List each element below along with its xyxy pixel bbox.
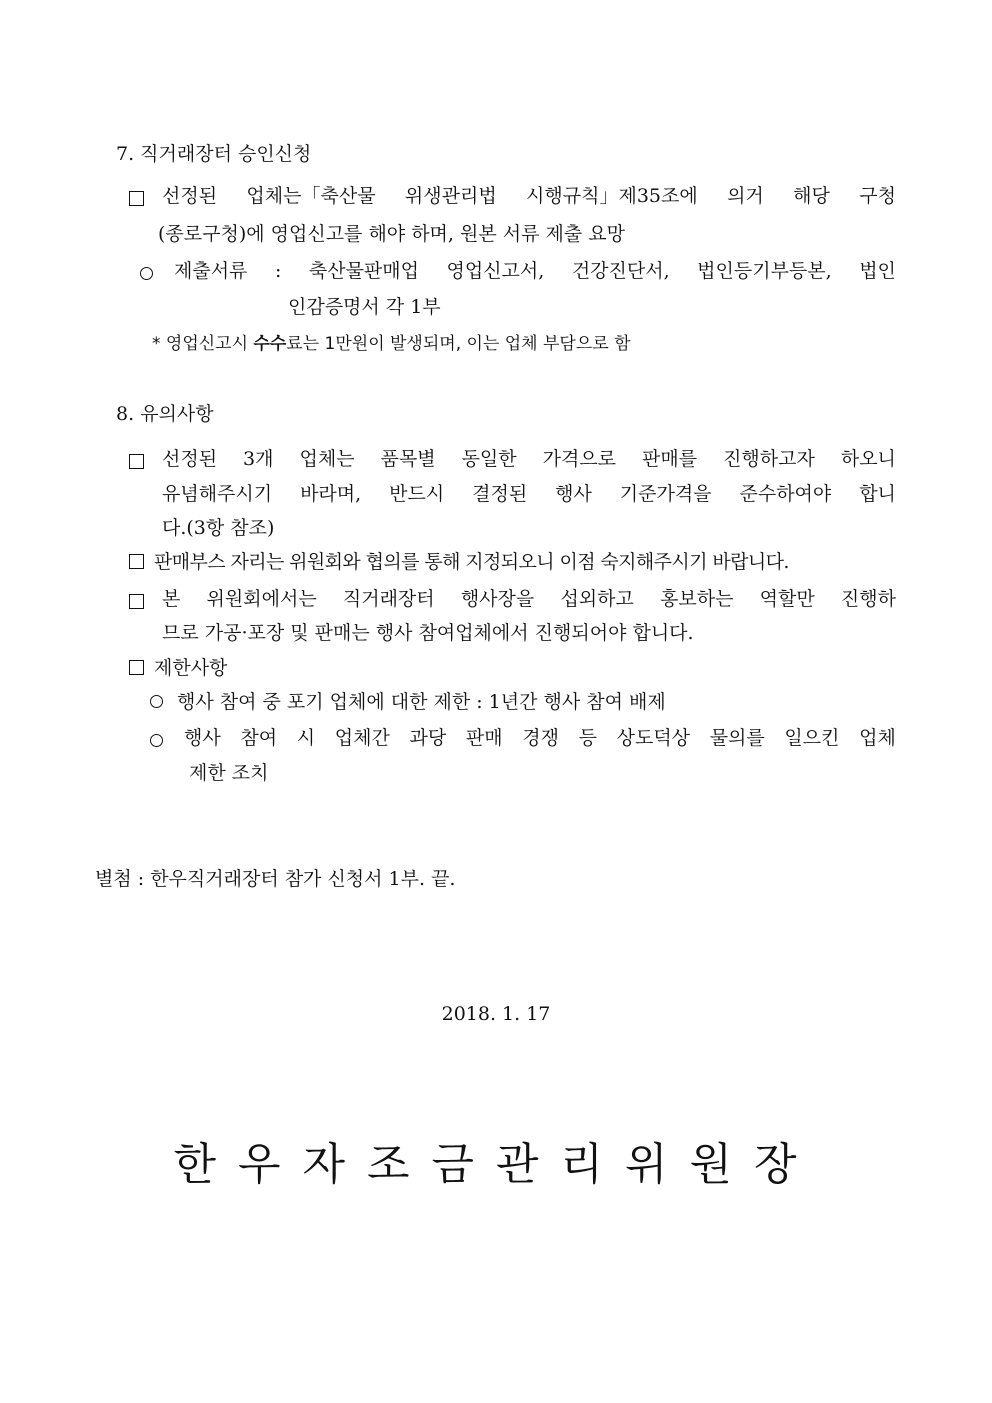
word: 건강진단서, <box>571 260 670 282</box>
word: 행사장을 <box>460 588 535 610</box>
section-7-sub-1-text <box>174 259 896 283</box>
word: : <box>274 260 282 282</box>
word: 상도덕상 <box>616 727 691 749</box>
word: 섭외하고 <box>560 588 634 610</box>
word: 물의를 <box>709 727 765 749</box>
word: 법인등기부등본, <box>697 260 832 282</box>
note-suffix: 료는 1만원이 발생되며, 이는 업체 부담으로 함 <box>286 334 631 354</box>
item-2-text: 판매부스 자리는 위원회와 협의를 통해 지정되오니 이점 숙지해주시기 바랍니다. <box>154 551 789 573</box>
section-8-item-3-text <box>162 587 896 611</box>
section-8-item-4-sub-2-bullet <box>150 729 177 753</box>
checkbox-icon <box>129 191 144 206</box>
word: 구청 <box>859 185 896 207</box>
note-bold: 수수 <box>253 334 287 354</box>
section-7-sub-1-continuation: 인감증명서 각 1부 <box>288 296 441 318</box>
document-date: 2018. 1. 17 <box>441 1003 551 1025</box>
section-8-item-3-continuation: 므로 가공·포장 및 판매는 행사 참여업체에서 진행되어야 합니다. <box>162 622 694 644</box>
circle-bullet-icon <box>150 734 163 747</box>
word: 하오니 <box>840 448 896 470</box>
word: 위생관리법 <box>404 185 497 207</box>
word: 유념해주시기 <box>162 483 273 505</box>
circle-bullet-icon <box>140 267 153 280</box>
word: 기준가격을 <box>619 483 712 505</box>
word: 역할만 <box>759 588 815 610</box>
word: 시행규칙」제35조에 <box>526 185 698 207</box>
word: 행사 <box>184 727 221 749</box>
section-7-heading: 7. 직거래장터 승인신청 <box>116 143 312 165</box>
word: 업체는 <box>299 448 355 470</box>
word: 시 <box>296 727 316 749</box>
sub-1-text: 행사 참여 중 포기 업체에 대한 제한 : 1년간 행사 참여 배제 <box>177 691 666 713</box>
word: 축산물판매업 <box>308 260 419 282</box>
item-4-text: 제한사항 <box>154 657 228 679</box>
word: 위원회에서는 <box>206 588 317 610</box>
word: 준수하여야 <box>739 483 832 505</box>
word: 선정된 <box>162 185 218 207</box>
word: 의거 <box>727 185 764 207</box>
checkbox-icon <box>129 594 144 609</box>
issuer-title: 한우자조금관리위원장 <box>173 1139 819 1190</box>
checkbox-icon <box>129 554 144 569</box>
section-8-item-4-sub-2-continuation: 제한 조치 <box>189 762 269 784</box>
section-7-sub-1-bullet <box>140 262 167 286</box>
word: 판매 <box>465 727 503 749</box>
word: 직거래장터 <box>342 588 435 610</box>
section-8-item-1-continuation <box>162 482 896 506</box>
word: 품목별 <box>380 448 436 470</box>
checkbox-icon <box>129 454 144 469</box>
word: 가격으로 <box>542 448 617 470</box>
note-prefix: * 영업신고시 <box>152 334 254 354</box>
word: 해당 <box>793 185 830 207</box>
word: 진행하 <box>840 588 896 610</box>
word: 업체 <box>859 727 896 749</box>
word: 홍보하는 <box>660 588 734 610</box>
word: 업체간 <box>334 727 390 749</box>
word: 바라며, <box>300 483 362 505</box>
word: 업체는「축산물 <box>246 185 376 207</box>
word: 참여 <box>240 727 278 749</box>
word: 제출서류 <box>174 260 248 282</box>
section-7-fee-note <box>152 332 631 356</box>
section-8-item-3-checkbox <box>129 590 154 614</box>
section-8-item-4-sub-2-text <box>184 726 896 750</box>
attachment-line: 별첨 : 한우직거래장터 참가 신청서 1부. 끝. <box>95 868 456 890</box>
word: 등 <box>578 727 597 749</box>
word: 본 <box>162 588 181 610</box>
section-8-item-1-text <box>162 447 896 471</box>
word: 판매를 <box>642 448 698 470</box>
circle-bullet-icon <box>150 695 163 708</box>
section-8-item-4-sub-1 <box>150 690 666 714</box>
section-8-item-4 <box>129 656 227 680</box>
section-8-item-1-continuation-2: 다.(3항 참조) <box>162 517 275 539</box>
word: 결정된 <box>472 483 528 505</box>
word: 합니 <box>859 483 896 505</box>
word: 진행하고자 <box>723 448 815 470</box>
word: 반드시 <box>389 483 445 505</box>
section-8-item-1-checkbox <box>129 450 154 474</box>
section-7-item-1-text <box>162 184 896 208</box>
word: 법인 <box>859 260 896 282</box>
section-8-heading: 8. 유의사항 <box>116 403 214 425</box>
section-8-item-2 <box>129 550 789 574</box>
word: 영업신고서, <box>446 260 545 282</box>
word: 행사 <box>555 483 592 505</box>
word: 경쟁 <box>522 727 559 749</box>
word: 과당 <box>409 727 447 749</box>
section-7-item-1-continuation: (종로구청)에 영업신고를 해야 하며, 원본 서류 제출 요망 <box>158 223 625 245</box>
checkbox-icon <box>129 660 144 675</box>
word: 3개 <box>243 448 274 470</box>
word: 동일한 <box>461 448 517 470</box>
word: 일으킨 <box>784 727 840 749</box>
word: 선정된 <box>162 448 218 470</box>
section-7-item-1-checkbox <box>129 187 154 211</box>
